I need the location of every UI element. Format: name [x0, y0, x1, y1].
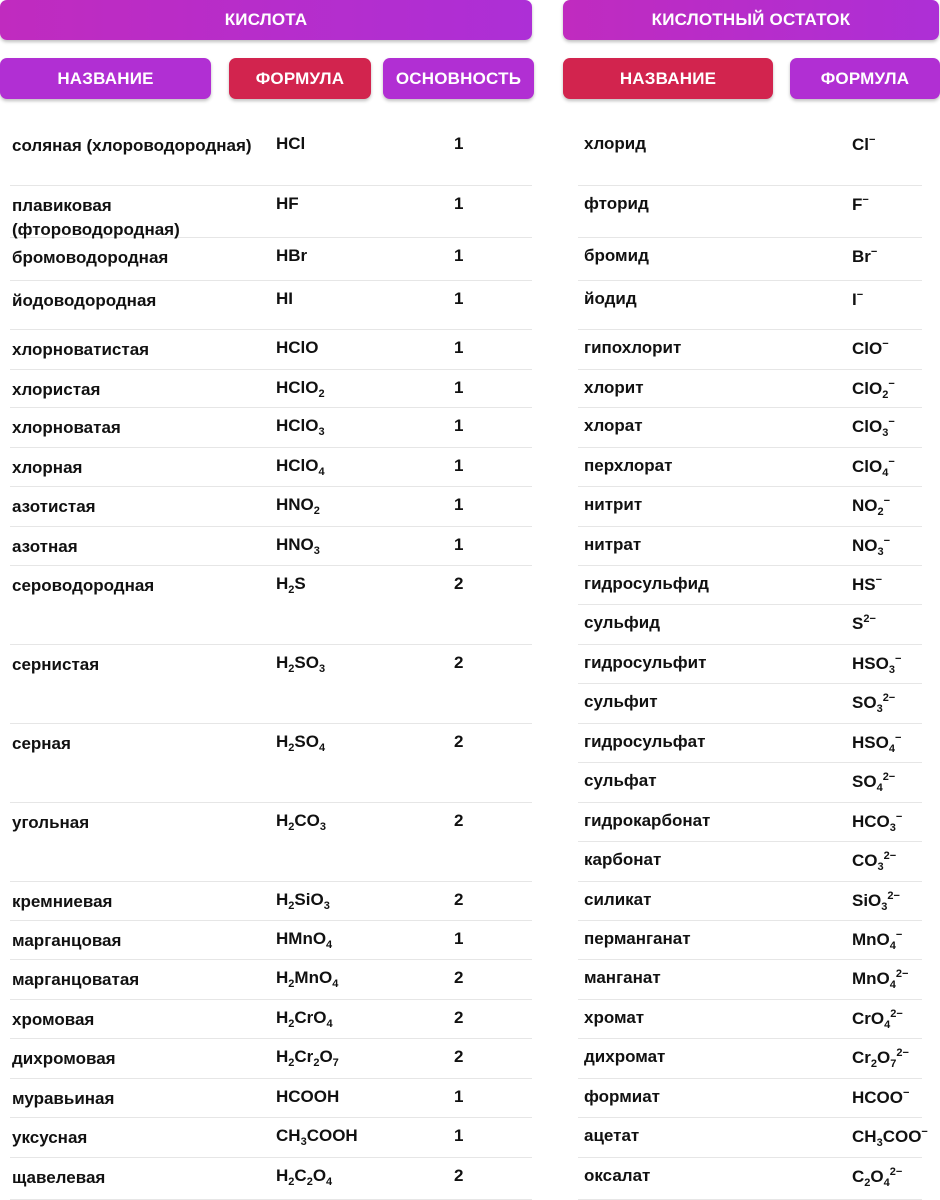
acid-basicity: 1	[454, 289, 464, 308]
residue-row	[578, 605, 922, 645]
acid-name-column-header	[0, 58, 211, 99]
acid-basicity: 1	[454, 1087, 464, 1106]
acid-row	[10, 487, 532, 527]
acid-row	[10, 408, 532, 448]
acid-formula: HBr	[276, 246, 308, 265]
acid-basicity: 2	[454, 1008, 464, 1027]
residue-row	[578, 724, 922, 763]
acid-name: кремниевая	[12, 892, 113, 911]
residue-row	[578, 1079, 922, 1118]
acid-row	[10, 448, 532, 487]
residue-row	[578, 566, 922, 605]
acid-formula: $H_2Cr_2O_7$	[276, 1047, 339, 1069]
acid-basicity: 1	[454, 134, 464, 153]
residue-row	[578, 408, 922, 448]
residue-row	[578, 1039, 922, 1079]
acid-row	[10, 566, 532, 645]
acid-name: сероводородная	[12, 576, 155, 595]
residue-row	[578, 487, 922, 527]
acid-formula: $H_2SO_4$	[276, 732, 326, 754]
basicity-column-label: ОСНОВНОСТЬ	[395, 68, 522, 88]
residue-formula: HS−	[852, 574, 883, 594]
acid-formula: HF	[276, 194, 299, 213]
acid-name: муравьиная	[12, 1089, 115, 1108]
residue-row	[578, 281, 922, 330]
residue-row	[578, 1118, 928, 1158]
residue-name: йодид	[584, 289, 637, 308]
residue-name: перхлорат	[584, 456, 673, 475]
residue-row	[578, 448, 922, 487]
residue-name: перманганат	[584, 929, 691, 948]
residue-name: сульфид	[584, 613, 661, 632]
residue-row	[578, 527, 922, 566]
residue-name: гипохлорит	[584, 338, 682, 357]
residue-name-column-header	[563, 58, 773, 99]
residue-formula: $CO_3^{2-}$	[852, 850, 897, 873]
residue-formula: $HSO_3^-$	[852, 653, 902, 676]
residue-formula: F−	[852, 194, 869, 214]
residue-name: гидрокарбонат	[584, 811, 711, 830]
acid-name: сернистая	[12, 655, 100, 674]
acid-name: плавиковая (фтороводородная)	[12, 196, 180, 239]
acid-formula: $H_2C_2O_4$	[276, 1166, 333, 1188]
acid-name: угольная	[12, 813, 90, 832]
acid-row	[10, 1158, 532, 1200]
acid-row	[10, 370, 532, 408]
acid-basicity: 1	[454, 495, 464, 514]
residue-formula-column-header	[790, 58, 940, 99]
residue-formula: $HSO_4^-$	[852, 732, 902, 755]
acid-row	[10, 1118, 532, 1158]
acid-basicity: 1	[454, 1126, 464, 1145]
residue-row	[578, 921, 922, 960]
residue-section-title: КИСЛОТНЫЙ ОСТАТОК	[651, 10, 851, 29]
acid-row	[10, 882, 532, 921]
residue-formula: $HCO_3^-$	[852, 811, 903, 834]
acid-section-title: КИСЛОТА	[224, 10, 308, 29]
acid-formula: $H_2MnO_4$	[276, 968, 339, 990]
acid-name: серная	[12, 734, 71, 753]
residue-row	[578, 882, 922, 921]
residue-name: манганат	[584, 968, 661, 987]
residue-name: хлорид	[584, 134, 647, 153]
acid-basicity: 1	[454, 338, 464, 357]
residue-row	[578, 330, 922, 370]
residue-formula: $NO_2^-$	[852, 495, 891, 518]
basicity-column-header	[383, 58, 534, 99]
acid-formula: $H_2CrO_4$	[276, 1008, 333, 1030]
acid-row	[10, 330, 532, 370]
residue-formula: $SO_3^{2-}$	[852, 692, 896, 715]
residue-formula: $SO_4^{2-}$	[852, 771, 896, 794]
residue-row	[578, 238, 922, 281]
acid-row	[10, 186, 532, 238]
residue-formula: ClO$_3$−	[852, 416, 895, 439]
residue-name: хлорат	[584, 416, 643, 435]
residue-name: дихромат	[584, 1047, 666, 1066]
residue-row	[578, 1000, 922, 1039]
acid-row	[10, 921, 532, 960]
residue-formula: $C_2O_4^{2-}$	[852, 1166, 903, 1189]
residue-row	[578, 126, 922, 186]
residue-formula: $Cr_2O_7^{2-}$	[852, 1047, 909, 1070]
residue-formula: SiO$_3^{2-}$	[852, 890, 900, 913]
residue-formula: ClO$_2$−	[852, 378, 895, 401]
acid-name: бромоводородная	[12, 248, 169, 267]
residue-name: нитрат	[584, 535, 642, 554]
acid-formula: $H_2S$	[276, 574, 306, 596]
residue-row	[578, 960, 922, 1000]
residue-formula: $S^{2-}$	[852, 613, 876, 633]
acid-basicity: 2	[454, 1166, 464, 1185]
acid-name: хлористая	[12, 380, 101, 399]
acid-formula: $H_2SiO_3$	[276, 890, 330, 912]
acid-basicity: 2	[454, 968, 464, 987]
acid-name: хромовая	[12, 1010, 95, 1029]
residue-row	[578, 645, 922, 684]
acid-name: хлорноватистая	[12, 340, 150, 359]
residue-name: гидросульфит	[584, 653, 707, 672]
residue-formula: MnO$_4^{2-}$	[852, 968, 909, 991]
acid-formula: HClO$_2$	[276, 378, 325, 400]
residue-name: оксалат	[584, 1166, 651, 1185]
acid-formula: $HNO_2$	[276, 495, 320, 517]
acid-formula: HCl	[276, 134, 306, 153]
acid-name: хлорноватая	[12, 418, 121, 437]
acid-name: щавелевая	[12, 1168, 106, 1187]
acid-name: азотная	[12, 537, 78, 556]
residue-formula: Cl−	[852, 134, 876, 154]
acid-basicity: 1	[454, 194, 464, 213]
acid-formula-column-header	[229, 58, 371, 99]
acid-basicity: 2	[454, 890, 464, 909]
acid-row	[10, 1039, 532, 1079]
acid-formula-column-label: ФОРМУЛА	[255, 68, 345, 88]
acid-row	[10, 960, 532, 1000]
acid-row	[10, 126, 532, 186]
residue-name: сульфат	[584, 771, 657, 790]
acid-name-column-label: НАЗВАНИЕ	[57, 68, 154, 88]
acid-basicity: 2	[454, 574, 464, 593]
acid-formula: $H_2SO_3$	[276, 653, 326, 675]
acid-name: соляная (хлороводородная)	[12, 136, 252, 155]
residue-row	[578, 1158, 922, 1200]
residue-name: силикат	[584, 890, 652, 909]
acid-basicity: 2	[454, 811, 464, 830]
acid-basicity: 1	[454, 456, 464, 475]
residue-formula: $NO_3^-$	[852, 535, 891, 558]
acid-basicity: 2	[454, 653, 464, 672]
acid-formula: HClO$_4$	[276, 456, 325, 478]
residue-name: сульфит	[584, 692, 658, 711]
residue-formula: ClO−	[852, 338, 889, 358]
residue-name: бромид	[584, 246, 649, 265]
residue-name: нитрит	[584, 495, 643, 514]
residue-name: формиат	[584, 1087, 661, 1106]
acid-row	[10, 724, 532, 803]
acid-row	[10, 1079, 532, 1118]
acid-basicity: 1	[454, 378, 464, 397]
residue-formula: Br−	[852, 246, 878, 266]
acid-name: хлорная	[12, 458, 83, 477]
acid-name: марганцовая	[12, 931, 122, 950]
residue-formula: CrO$_4^{2-}$	[852, 1008, 903, 1031]
residue-name: гидросульфат	[584, 732, 706, 751]
residue-formula: MnO$_4$−	[852, 929, 903, 952]
acid-basicity: 2	[454, 732, 464, 751]
acid-formula: HClO$_3$	[276, 416, 325, 438]
acid-row	[10, 238, 532, 281]
residue-formula: ClO$_4$−	[852, 456, 895, 479]
acid-row	[10, 803, 532, 882]
acid-formula: HI	[276, 289, 293, 308]
acid-basicity: 1	[454, 929, 464, 948]
residue-name: хромат	[584, 1008, 645, 1027]
acid-basicity: 1	[454, 416, 464, 435]
residue-row	[578, 763, 922, 803]
acid-row	[10, 645, 532, 724]
acid-basicity: 1	[454, 535, 464, 554]
acid-formula: $H_2CO_3$	[276, 811, 327, 833]
acid-section-header	[0, 0, 532, 40]
acid-formula: HCOOH	[276, 1087, 340, 1106]
residue-name: карбонат	[584, 850, 662, 869]
residue-name: ацетат	[584, 1126, 640, 1145]
acid-name: марганцоватая	[12, 970, 140, 989]
residue-row	[578, 803, 922, 842]
acid-row	[10, 281, 532, 330]
residue-row	[578, 842, 922, 882]
acid-row	[10, 1000, 532, 1039]
acid-formula: $CH_3COOH$	[276, 1126, 358, 1148]
residue-row	[578, 370, 922, 408]
residue-formula-column-label: ФОРМУЛА	[820, 68, 910, 88]
residue-row	[578, 684, 922, 724]
acid-formula: HMnO$_4$	[276, 929, 333, 951]
acid-formula: $HNO_3$	[276, 535, 320, 557]
acid-formula: HClO	[276, 338, 319, 357]
acid-basicity: 2	[454, 1047, 464, 1066]
residue-row	[578, 186, 922, 238]
residue-formula: I−	[852, 289, 864, 309]
acid-name: азотистая	[12, 497, 96, 516]
acid-basicity: 1	[454, 246, 464, 265]
residue-name-column-label: НАЗВАНИЕ	[619, 68, 717, 88]
residue-name: фторид	[584, 194, 649, 213]
acid-row	[10, 527, 532, 566]
residue-formula: $CH_3COO^-$	[852, 1126, 928, 1149]
residue-name: хлорит	[584, 378, 644, 397]
residue-name: гидросульфид	[584, 574, 709, 593]
residue-formula: HCOO−	[852, 1087, 910, 1107]
acid-name: дихромовая	[12, 1049, 116, 1068]
residue-section-header	[563, 0, 939, 40]
acid-name: уксусная	[12, 1128, 88, 1147]
acid-name: йодоводородная	[12, 291, 157, 310]
